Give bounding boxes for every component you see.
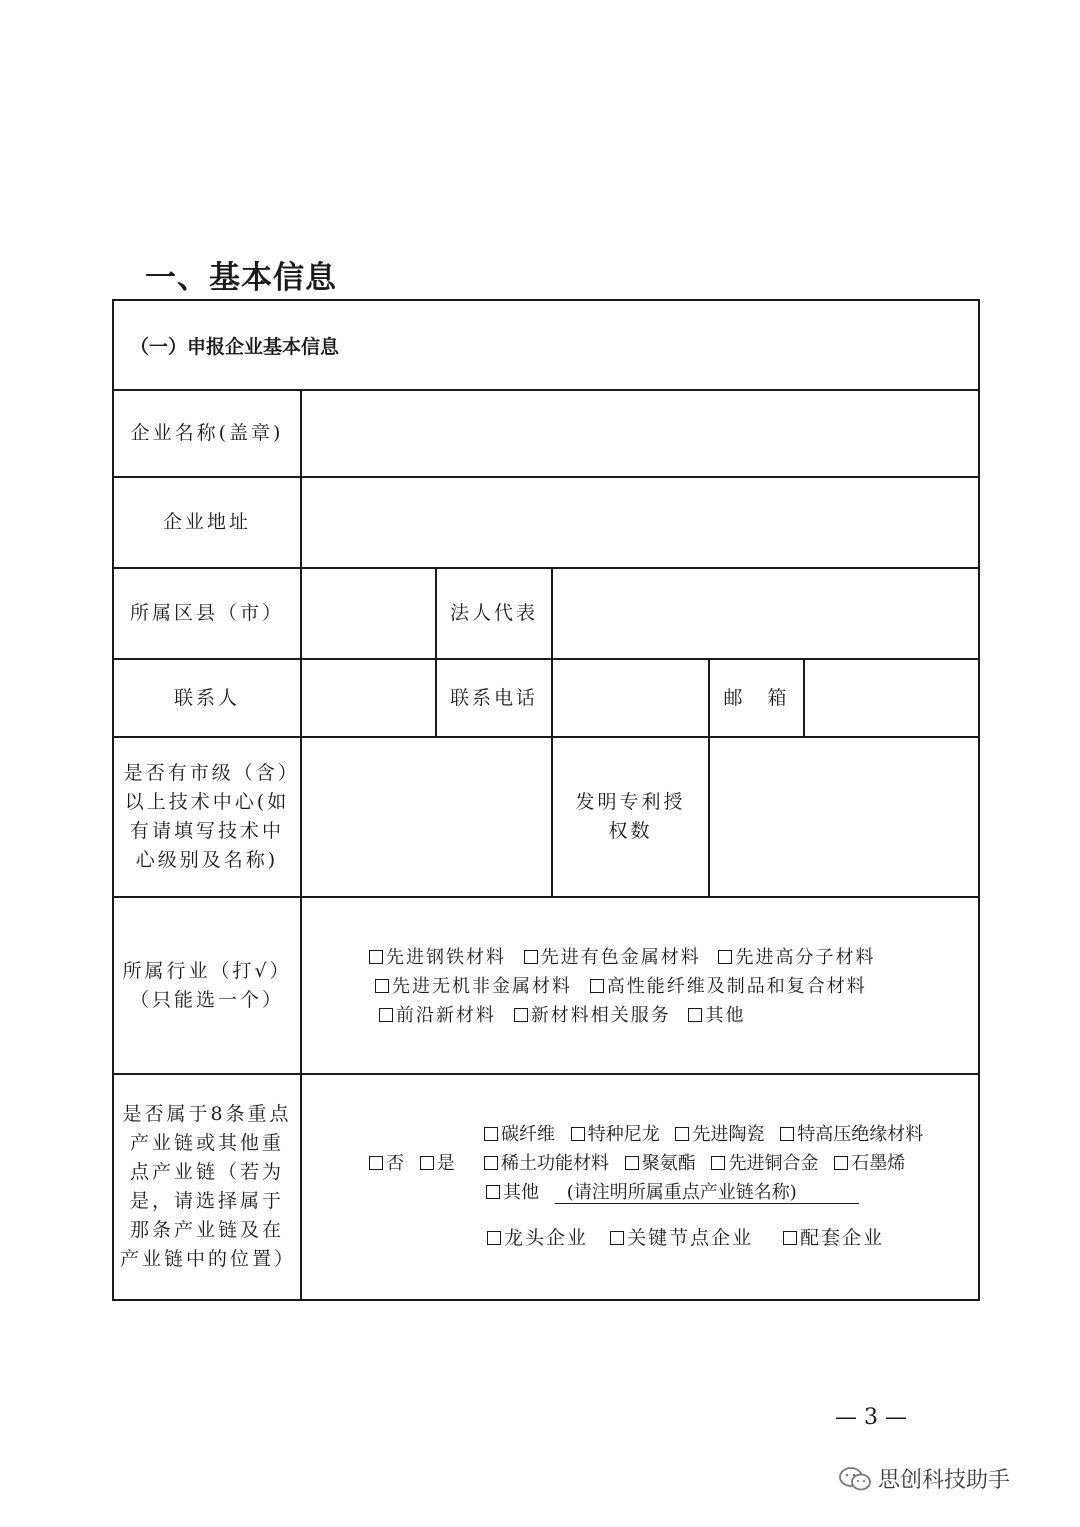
chain-other-note[interactable]: (请注明所属重点产业链名称) <box>555 1182 859 1204</box>
industry-option[interactable]: 其他 <box>688 1005 745 1026</box>
chain-row-3 <box>486 1179 859 1207</box>
checkbox-icon <box>369 1156 383 1170</box>
position-row <box>487 1224 894 1252</box>
chain-option[interactable]: 碳纤维 <box>484 1124 555 1145</box>
label-company-name: 企业名称(盖章) <box>130 422 284 444</box>
label-phone: 联系电话 <box>449 686 538 709</box>
industry-option[interactable]: 高性能纤维及制品和复合材料 <box>590 976 867 997</box>
checkbox-icon <box>379 1008 393 1022</box>
chain-option[interactable]: 特高压绝缘材料 <box>780 1124 923 1145</box>
checkbox-icon <box>514 1008 528 1022</box>
phone-field[interactable] <box>553 660 708 736</box>
checkbox-icon <box>369 950 383 964</box>
industry-option[interactable]: 新材料相关服务 <box>514 1005 671 1026</box>
checkbox-icon <box>571 1127 585 1141</box>
position-option[interactable]: 配套企业 <box>783 1227 884 1249</box>
company-name-field[interactable] <box>302 391 978 476</box>
tech-center-field[interactable] <box>302 738 551 896</box>
table-subheader: （一）申报企业基本信息 <box>130 336 340 358</box>
watermark <box>838 1463 1010 1494</box>
chain-row-1 <box>484 1121 933 1149</box>
label-district: 所属区县（市） <box>129 602 284 624</box>
label-chain: 是否属于8条重点产业链或其他重点产业链（若为是，请选择属于那条产业链及在产业链中的位置） <box>120 1103 297 1270</box>
section-title: 一、基本信息 <box>145 260 337 296</box>
address-field[interactable] <box>302 478 978 567</box>
position-option[interactable]: 龙头企业 <box>487 1227 588 1249</box>
yes-no-group <box>369 1150 465 1178</box>
label-patents: 发明专利授权数 <box>575 791 686 842</box>
checkbox-icon <box>780 1127 794 1141</box>
label-email: 邮 箱 <box>723 686 790 709</box>
position-option[interactable]: 关键节点企业 <box>610 1227 753 1249</box>
label-contact: 联系人 <box>173 686 240 709</box>
checkbox-icon <box>783 1231 797 1245</box>
email-field[interactable] <box>805 660 978 736</box>
checkbox-icon <box>711 1156 725 1170</box>
wechat-icon <box>838 1466 872 1492</box>
chain-option[interactable]: 稀土功能材料 <box>484 1153 609 1174</box>
chain-option[interactable]: 聚氨酯 <box>625 1153 696 1174</box>
industry-option[interactable]: 前沿新材料 <box>379 1005 496 1026</box>
checkbox-icon <box>834 1156 848 1170</box>
chain-option[interactable]: 特种尼龙 <box>571 1124 660 1145</box>
industry-row-1 <box>369 944 885 972</box>
legal-rep-field[interactable] <box>553 569 978 658</box>
district-field[interactable] <box>302 569 435 658</box>
patents-field[interactable] <box>710 738 978 896</box>
chain-yes-option[interactable]: 是 <box>420 1153 455 1174</box>
chain-option[interactable]: 先进陶瓷 <box>675 1124 764 1145</box>
industry-row-2 <box>375 973 877 1001</box>
label-industry: 所属行业（打√）（只能选一个） <box>122 959 292 1011</box>
industry-option[interactable]: 先进无机非金属材料 <box>375 976 572 997</box>
checkbox-icon <box>484 1127 498 1141</box>
industry-option[interactable]: 先进钢铁材料 <box>369 947 506 968</box>
chain-option[interactable]: 先进铜合金 <box>711 1153 818 1174</box>
contact-field[interactable] <box>302 660 435 736</box>
checkbox-icon <box>420 1156 434 1170</box>
industry-option[interactable]: 先进高分子材料 <box>718 947 875 968</box>
chain-other-option[interactable]: 其他 <box>486 1182 539 1203</box>
label-legal-rep: 法人代表 <box>449 602 538 624</box>
checkbox-icon <box>590 979 604 993</box>
watermark-text: 思创科技助手 <box>878 1468 1011 1493</box>
label-address: 企业地址 <box>162 511 251 533</box>
chain-no-option[interactable]: 否 <box>369 1153 404 1174</box>
industry-option[interactable]: 先进有色金属材料 <box>524 947 701 968</box>
checkbox-icon <box>487 1231 501 1245</box>
checkbox-icon <box>610 1231 624 1245</box>
page-number: — 3 — <box>835 1405 907 1430</box>
checkbox-icon <box>375 979 389 993</box>
chain-option[interactable]: 石墨烯 <box>834 1153 905 1174</box>
chain-row-2 <box>484 1150 915 1178</box>
checkbox-icon <box>486 1185 500 1199</box>
checkbox-icon <box>625 1156 639 1170</box>
checkbox-icon <box>484 1156 498 1170</box>
checkbox-icon <box>688 1008 702 1022</box>
label-tech-center: 是否有市级（含）以上技术中心(如有请填写技术中心级别及名称) <box>123 762 291 871</box>
industry-row-3 <box>379 1002 755 1030</box>
checkbox-icon <box>718 950 732 964</box>
checkbox-icon <box>675 1127 689 1141</box>
checkbox-icon <box>524 950 538 964</box>
